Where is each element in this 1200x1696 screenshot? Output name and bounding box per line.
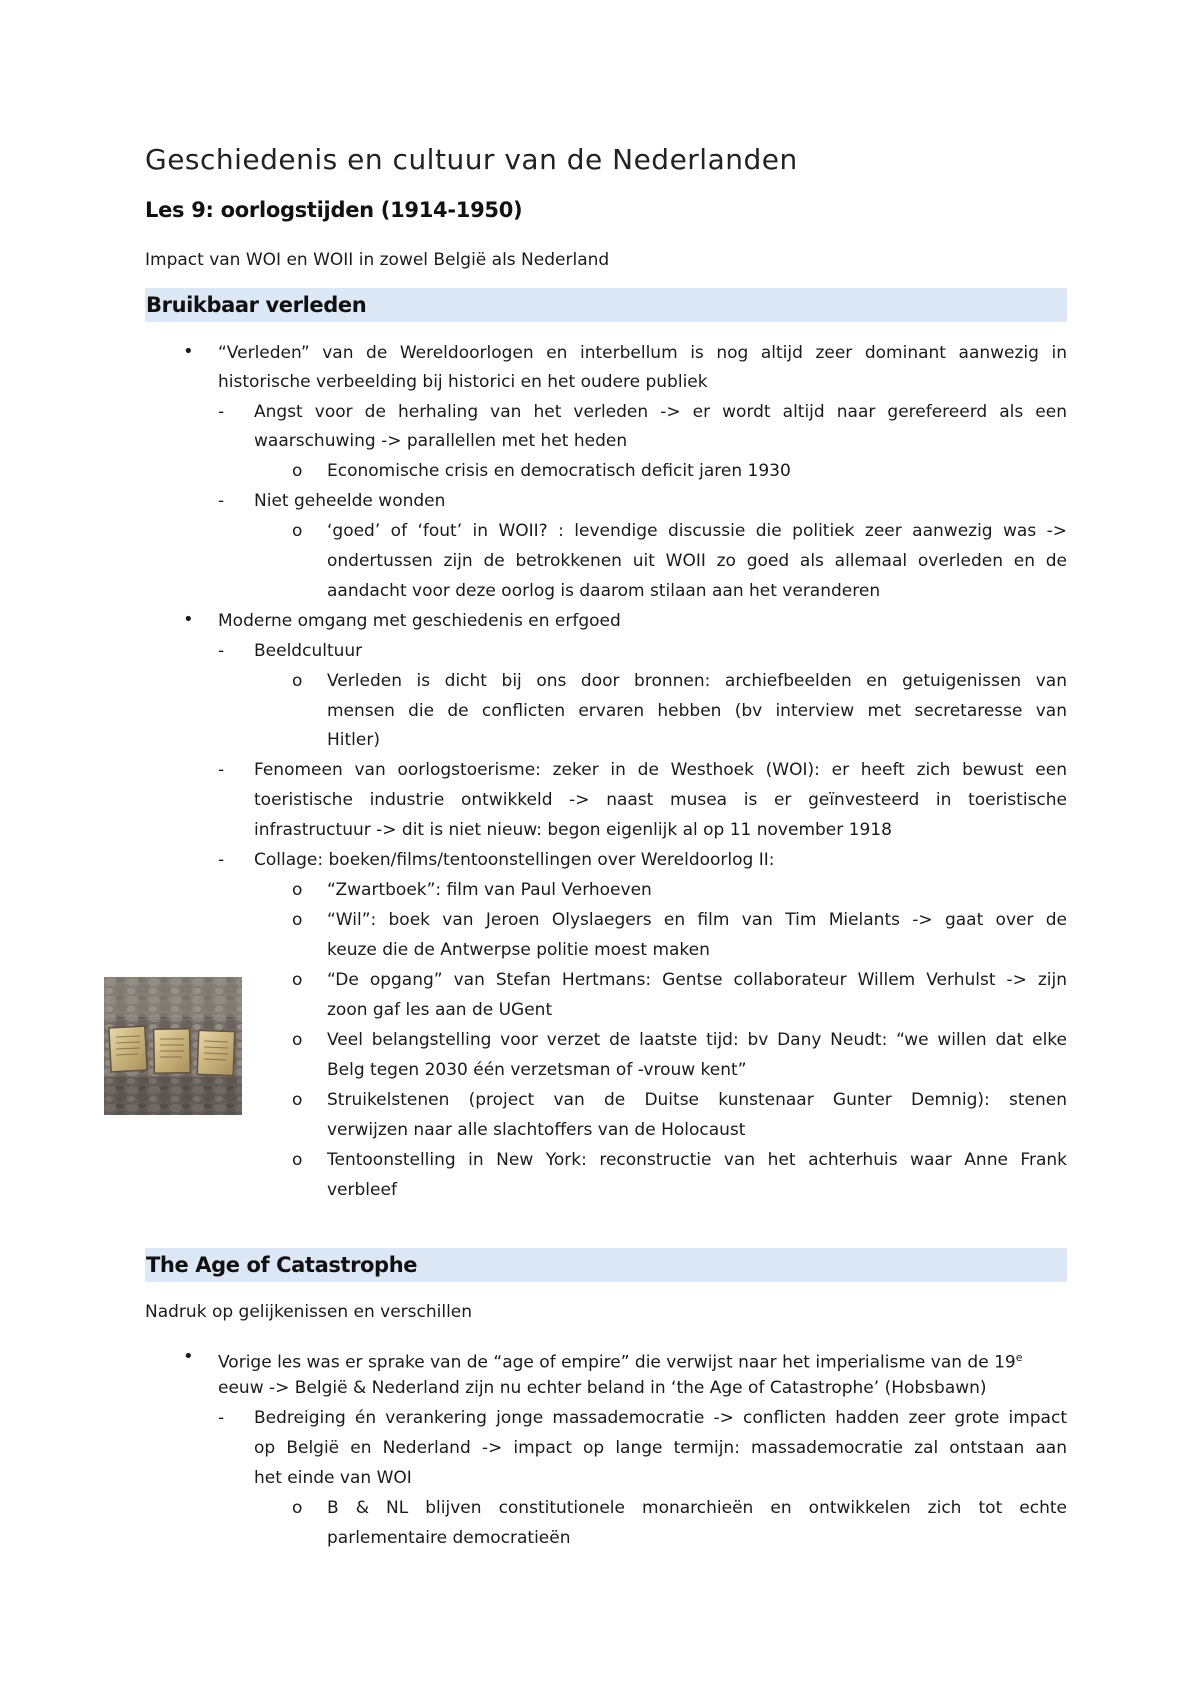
list-item-text: keuze die de Antwerpse politie moest maken xyxy=(327,940,710,960)
list-item-text: mensen die de conflicten ervaren hebben (bv interview met secretaresse van xyxy=(327,701,1067,721)
dash-marker: - xyxy=(218,760,225,780)
document-title: Geschiedenis en cultuur van de Nederlanden xyxy=(145,143,798,176)
list-item-text: zoon gaf les aan de UGent xyxy=(327,1000,553,1020)
list-item-text: parlementaire democratieën xyxy=(327,1528,571,1548)
list-item-text-part: Vorige les was er sprake van de “age of empire” die verwijst naar het imperialisme van de 19 xyxy=(218,1352,1016,1373)
superscript: e xyxy=(1015,1351,1023,1364)
list-item-text: Hitler) xyxy=(327,730,380,750)
struikelstenen-photo xyxy=(104,977,242,1115)
list-item-text: Economische crisis en democratisch deficit jaren 1930 xyxy=(327,461,791,481)
list-item-text: Tentoonstelling in New York: reconstructie van het achterhuis waar Anne Frank xyxy=(327,1150,1067,1170)
list-item-text: verbleef xyxy=(327,1180,397,1200)
list-item-text: toeristische industrie ontwikkeld -> naast musea is er geïnvesteerd in toeristische xyxy=(254,790,1067,810)
list-item-text: Moderne omgang met geschiedenis en erfgoed xyxy=(218,611,621,631)
list-item-text: Beeldcultuur xyxy=(254,641,363,661)
list-item-text: eeuw -> België & Nederland zijn nu echter beland in ‘the Age of Catastrophe’ (Hobsbawn) xyxy=(218,1378,987,1398)
list-item-text: Fenomeen van oorlogstoerisme: zeker in de Westhoek (WOI): er heeft zich bewust een xyxy=(254,760,1067,780)
list-item-text: ‘goed’ of ‘fout’ in WOII? : levendige discussie die politiek zeer aanwezig was -> xyxy=(327,521,1067,541)
list-item-text: Belg tegen 2030 één verzetsman of -vrouw kent” xyxy=(327,1060,747,1080)
section-heading-bruikbaar-verleden xyxy=(145,288,1067,322)
list-item-text: “Zwartboek”: film van Paul Verhoeven xyxy=(327,880,652,900)
dash-marker: - xyxy=(218,850,225,870)
list-item-text: verwijzen naar alle slachtoffers van de Holocaust xyxy=(327,1120,746,1140)
circle-marker: o xyxy=(292,1090,303,1110)
circle-marker: o xyxy=(292,910,303,930)
circle-marker: o xyxy=(292,521,303,541)
section-heading-age-of-catastrophe xyxy=(145,1248,1067,1282)
list-item-text: waarschuwing -> parallellen met het heden xyxy=(254,431,628,451)
list-item-text: “Wil”: boek van Jeroen Olyslaegers en film van Tim Mielants -> gaat over de xyxy=(327,910,1067,930)
section-heading-text: The Age of Catastrophe xyxy=(146,1253,418,1277)
list-item-text: infrastructuur -> dit is niet nieuw: begon eigenlijk al op 11 november 1918 xyxy=(254,820,892,840)
circle-marker: o xyxy=(292,970,303,990)
section-intro-text: Nadruk op gelijkenissen en verschillen xyxy=(145,1302,473,1322)
list-item-text: Angst voor de herhaling van het verleden -> er wordt altijd naar gerefereerd als een xyxy=(254,402,1067,422)
dash-marker: - xyxy=(218,1408,225,1428)
list-item-text: B & NL blijven constitutionele monarchieën en ontwikkelen zich tot echte xyxy=(327,1498,1067,1518)
list-item-text: “Verleden” van de Wereldoorlogen en interbellum is nog altijd zeer dominant aanwezig in xyxy=(218,343,1067,363)
dash-marker: - xyxy=(218,402,225,422)
bullet-marker: • xyxy=(183,609,194,630)
lesson-title: Les 9: oorlogstijden (1914-1950) xyxy=(145,198,523,222)
list-item-text: Verleden is dicht bij ons door bronnen: archiefbeelden en getuigenissen van xyxy=(327,671,1067,691)
circle-marker: o xyxy=(292,880,303,900)
dash-marker: - xyxy=(218,641,225,661)
list-item-text: “De opgang” van Stefan Hertmans: Gentse collaborateur Willem Verhulst -> zijn xyxy=(327,970,1067,990)
bullet-marker: • xyxy=(183,341,194,362)
list-item-text: het einde van WOI xyxy=(254,1468,412,1488)
list-item-text: ondertussen zijn de betrokkenen uit WOII zo goed als allemaal overleden en de xyxy=(327,551,1067,571)
circle-marker: o xyxy=(292,1030,303,1050)
list-item-text: historische verbeelding bij historici en het oudere publiek xyxy=(218,372,708,392)
circle-marker: o xyxy=(292,461,303,481)
bullet-marker: • xyxy=(183,1346,194,1367)
list-item-text: op België en Nederland -> impact op lange termijn: massademocratie zal ontstaan aan xyxy=(254,1438,1067,1458)
circle-marker: o xyxy=(292,1150,303,1170)
list-item-text: Bedreiging én verankering jonge massademocratie -> conflicten hadden zeer grote impact xyxy=(254,1408,1067,1428)
list-item-text: Veel belangstelling voor verzet de laatste tijd: bv Dany Neudt: “we willen dat elke xyxy=(327,1030,1067,1050)
circle-marker: o xyxy=(292,671,303,691)
list-item-text: Collage: boeken/films/tentoonstellingen over Wereldoorlog II: xyxy=(254,850,775,870)
list-item-text: Niet geheelde wonden xyxy=(254,491,446,511)
intro-text: Impact van WOI en WOII in zowel België als Nederland xyxy=(145,250,610,270)
circle-marker: o xyxy=(292,1498,303,1518)
list-item-text xyxy=(218,1346,1023,1375)
list-item-text: aandacht voor deze oorlog is daarom stilaan aan het veranderen xyxy=(327,581,881,601)
section-heading-text: Bruikbaar verleden xyxy=(146,293,367,317)
dash-marker: - xyxy=(218,491,225,511)
list-item-text: Struikelstenen (project van de Duitse kunstenaar Gunter Demnig): stenen xyxy=(327,1090,1067,1110)
